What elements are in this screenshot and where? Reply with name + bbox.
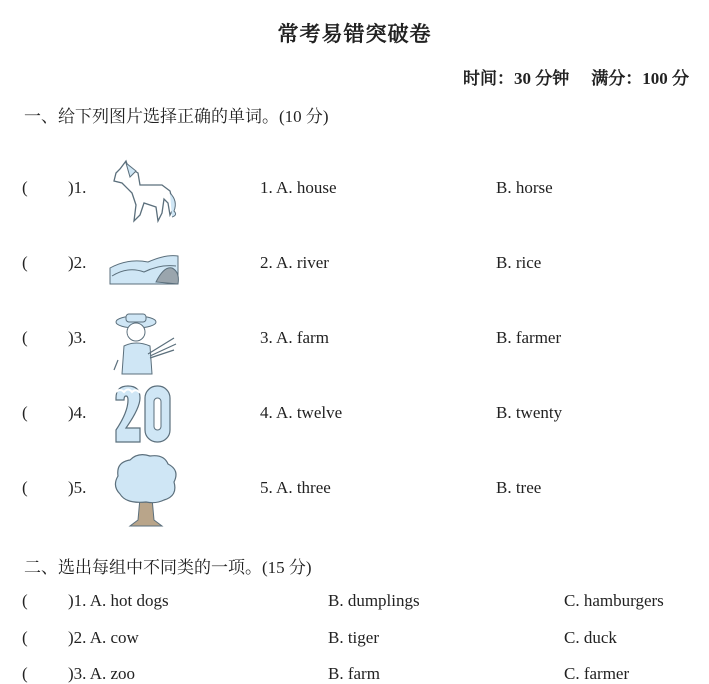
question-number: )5. — [68, 478, 87, 497]
option-a: 4. A. twelve — [260, 403, 343, 422]
option-a: )1. A. hot dogs — [68, 591, 169, 610]
option-b: B. tiger — [328, 628, 379, 647]
option-a: 5. A. three — [260, 478, 331, 497]
option-b: B. horse — [496, 178, 553, 197]
answer-blank[interactable]: ( — [22, 403, 28, 422]
option-a: 1. A. house — [260, 178, 337, 197]
option-b: B. tree — [496, 478, 542, 497]
option-c: C. hamburgers — [564, 591, 664, 610]
farmer-picture — [108, 310, 180, 376]
option-c: C. farmer — [564, 664, 630, 683]
answer-blank[interactable]: ( — [22, 591, 28, 610]
option-b: B. farm — [328, 664, 380, 683]
option-b: B. twenty — [496, 403, 563, 422]
option-b: B. rice — [496, 253, 542, 272]
answer-blank[interactable]: ( — [22, 664, 28, 683]
option-a: )2. A. cow — [68, 628, 139, 647]
section-2-heading: 二、选出每组中不同类的一项。(15 分) — [24, 558, 312, 577]
section-1-heading: 一、给下列图片选择正确的单词。(10 分) — [24, 107, 329, 126]
exam-meta — [463, 64, 689, 89]
question-number: )2. — [68, 253, 87, 272]
answer-blank[interactable]: ( — [22, 628, 28, 647]
option-b: B. farmer — [496, 328, 562, 347]
answer-blank[interactable]: ( — [22, 328, 28, 347]
river-picture — [108, 248, 180, 290]
horse-picture — [108, 155, 180, 227]
page-title: 常考易错突破卷 — [277, 22, 432, 46]
question-number: )4. — [68, 403, 87, 422]
option-b: B. dumplings — [328, 591, 420, 610]
time-limit: 时间：30 分钟 — [463, 69, 570, 88]
question-number: )1. — [68, 178, 87, 197]
answer-blank[interactable]: ( — [22, 178, 28, 197]
full-score: 满分：100 分 — [591, 69, 689, 88]
answer-blank[interactable]: ( — [22, 253, 28, 272]
option-a: 3. A. farm — [260, 328, 329, 347]
tree-picture — [112, 452, 180, 528]
answer-blank[interactable]: ( — [22, 478, 28, 497]
option-c: C. duck — [564, 628, 617, 647]
option-a: 2. A. river — [260, 253, 329, 272]
question-number: )3. — [68, 328, 87, 347]
option-a: )3. A. zoo — [68, 664, 136, 683]
twenty-picture — [112, 384, 174, 446]
